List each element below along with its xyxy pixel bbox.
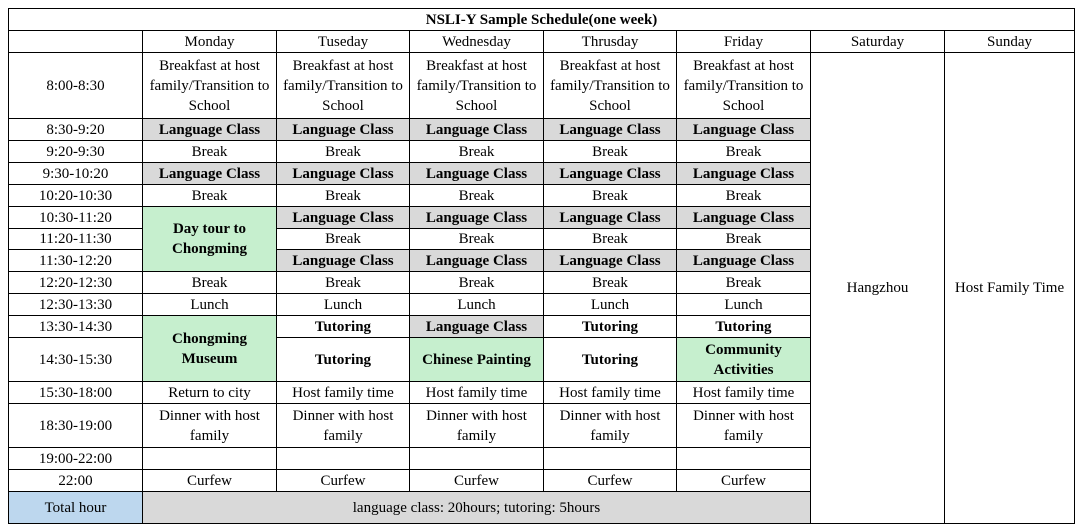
- schedule-cell: Break: [677, 229, 811, 250]
- schedule-cell: Curfew: [277, 470, 410, 492]
- schedule-title: NSLI-Y Sample Schedule(one week): [9, 9, 1075, 31]
- schedule-cell: Tutoring: [277, 338, 410, 382]
- schedule-cell: Dinner with host family: [410, 404, 544, 448]
- schedule-cell: Break: [277, 141, 410, 163]
- day-header: Thrusday: [544, 31, 677, 53]
- schedule-cell: Language Class: [544, 207, 677, 229]
- schedule-cell: Dinner with host family: [677, 404, 811, 448]
- schedule-cell: Language Class: [544, 163, 677, 185]
- schedule-cell: Break: [410, 185, 544, 207]
- schedule-cell: Language Class: [410, 207, 544, 229]
- schedule-cell: [143, 448, 277, 470]
- schedule-cell: Break: [143, 141, 277, 163]
- time-cell: 14:30-15:30: [9, 338, 143, 382]
- schedule-cell: Lunch: [410, 294, 544, 316]
- schedule-cell: Break: [544, 141, 677, 163]
- schedule-cell: Break: [277, 272, 410, 294]
- schedule-cell: Lunch: [544, 294, 677, 316]
- schedule-table: [8, 8, 1075, 524]
- total-hour-label: Total hour: [9, 492, 143, 524]
- sunday-cell: Host Family Time: [945, 53, 1075, 524]
- day-header: Wednesday: [410, 31, 544, 53]
- schedule-cell: Language Class: [410, 119, 544, 141]
- schedule-cell: Curfew: [143, 470, 277, 492]
- schedule-cell: Lunch: [143, 294, 277, 316]
- schedule-cell: Tutoring: [544, 316, 677, 338]
- schedule-cell: Language Class: [143, 119, 277, 141]
- time-cell: 18:30-19:00: [9, 404, 143, 448]
- time-cell: 9:30-10:20: [9, 163, 143, 185]
- schedule-cell: Breakfast at host family/Transition to School: [544, 53, 677, 119]
- table-row: [9, 53, 1075, 119]
- schedule-cell: Language Class: [544, 250, 677, 272]
- time-cell: 12:30-13:30: [9, 294, 143, 316]
- day-tour-cell: Day tour to Chongming: [143, 207, 277, 272]
- schedule-cell: [544, 448, 677, 470]
- schedule-cell: Curfew: [410, 470, 544, 492]
- schedule-cell: Break: [677, 185, 811, 207]
- schedule-cell: Host family time: [677, 382, 811, 404]
- saturday-cell: Hangzhou: [811, 53, 945, 524]
- schedule-cell: Break: [410, 272, 544, 294]
- day-header: Tuseday: [277, 31, 410, 53]
- schedule-cell: Break: [277, 185, 410, 207]
- schedule-cell: Language Class: [410, 316, 544, 338]
- schedule-cell: Break: [410, 141, 544, 163]
- schedule-cell: Break: [544, 185, 677, 207]
- schedule-cell: Host family time: [544, 382, 677, 404]
- time-cell: 12:20-12:30: [9, 272, 143, 294]
- schedule-cell: Break: [544, 272, 677, 294]
- schedule-cell: [277, 448, 410, 470]
- schedule-cell: Break: [544, 229, 677, 250]
- schedule-cell: Dinner with host family: [544, 404, 677, 448]
- time-cell: 11:30-12:20: [9, 250, 143, 272]
- schedule-cell: Language Class: [277, 163, 410, 185]
- time-cell: 8:30-9:20: [9, 119, 143, 141]
- schedule-cell: Break: [410, 229, 544, 250]
- time-cell: 8:00-8:30: [9, 53, 143, 119]
- day-header: Monday: [143, 31, 277, 53]
- schedule-cell: Tutoring: [277, 316, 410, 338]
- schedule-cell: Language Class: [677, 250, 811, 272]
- day-header: Sunday: [945, 31, 1075, 53]
- schedule-cell: Language Class: [277, 119, 410, 141]
- schedule-cell: Breakfast at host family/Transition to School: [677, 53, 811, 119]
- schedule-cell: Language Class: [277, 207, 410, 229]
- schedule-cell: Breakfast at host family/Transition to School: [277, 53, 410, 119]
- time-cell: 10:30-11:20: [9, 207, 143, 229]
- total-hour-value: language class: 20hours; tutoring: 5hours: [143, 492, 811, 524]
- museum-cell: Chongming Museum: [143, 316, 277, 382]
- schedule-cell: Language Class: [544, 119, 677, 141]
- schedule-cell: Lunch: [677, 294, 811, 316]
- schedule-cell: Tutoring: [544, 338, 677, 382]
- schedule-cell: Break: [143, 272, 277, 294]
- schedule-cell: Curfew: [544, 470, 677, 492]
- day-header: Saturday: [811, 31, 945, 53]
- schedule-cell: Tutoring: [677, 316, 811, 338]
- schedule-cell: Host family time: [410, 382, 544, 404]
- time-cell: 11:20-11:30: [9, 229, 143, 250]
- schedule-cell: Curfew: [677, 470, 811, 492]
- schedule-cell: Language Class: [277, 250, 410, 272]
- schedule-cell: Break: [677, 272, 811, 294]
- schedule-cell: [677, 448, 811, 470]
- schedule-cell: Dinner with host family: [277, 404, 410, 448]
- schedule-cell: [410, 448, 544, 470]
- painting-cell: Chinese Painting: [410, 338, 544, 382]
- day-header: Friday: [677, 31, 811, 53]
- schedule-cell: Break: [143, 185, 277, 207]
- time-cell: 22:00: [9, 470, 143, 492]
- schedule-cell: Language Class: [143, 163, 277, 185]
- schedule-cell: Breakfast at host family/Transition to School: [143, 53, 277, 119]
- time-cell: 13:30-14:30: [9, 316, 143, 338]
- schedule-cell: Host family time: [277, 382, 410, 404]
- schedule-cell: Break: [677, 141, 811, 163]
- time-cell: 15:30-18:00: [9, 382, 143, 404]
- corner-cell: [9, 31, 143, 53]
- schedule-cell: Return to city: [143, 382, 277, 404]
- time-cell: 19:00-22:00: [9, 448, 143, 470]
- schedule-cell: Language Class: [410, 163, 544, 185]
- schedule-cell: Lunch: [277, 294, 410, 316]
- schedule-cell: Break: [277, 229, 410, 250]
- schedule-cell: Breakfast at host family/Transition to School: [410, 53, 544, 119]
- schedule-cell: Language Class: [677, 119, 811, 141]
- schedule-cell: Dinner with host family: [143, 404, 277, 448]
- schedule-cell: Language Class: [677, 207, 811, 229]
- time-cell: 9:20-9:30: [9, 141, 143, 163]
- header-row: [9, 31, 1075, 53]
- schedule-cell: Language Class: [677, 163, 811, 185]
- community-cell: Community Activities: [677, 338, 811, 382]
- schedule-cell: Language Class: [410, 250, 544, 272]
- time-cell: 10:20-10:30: [9, 185, 143, 207]
